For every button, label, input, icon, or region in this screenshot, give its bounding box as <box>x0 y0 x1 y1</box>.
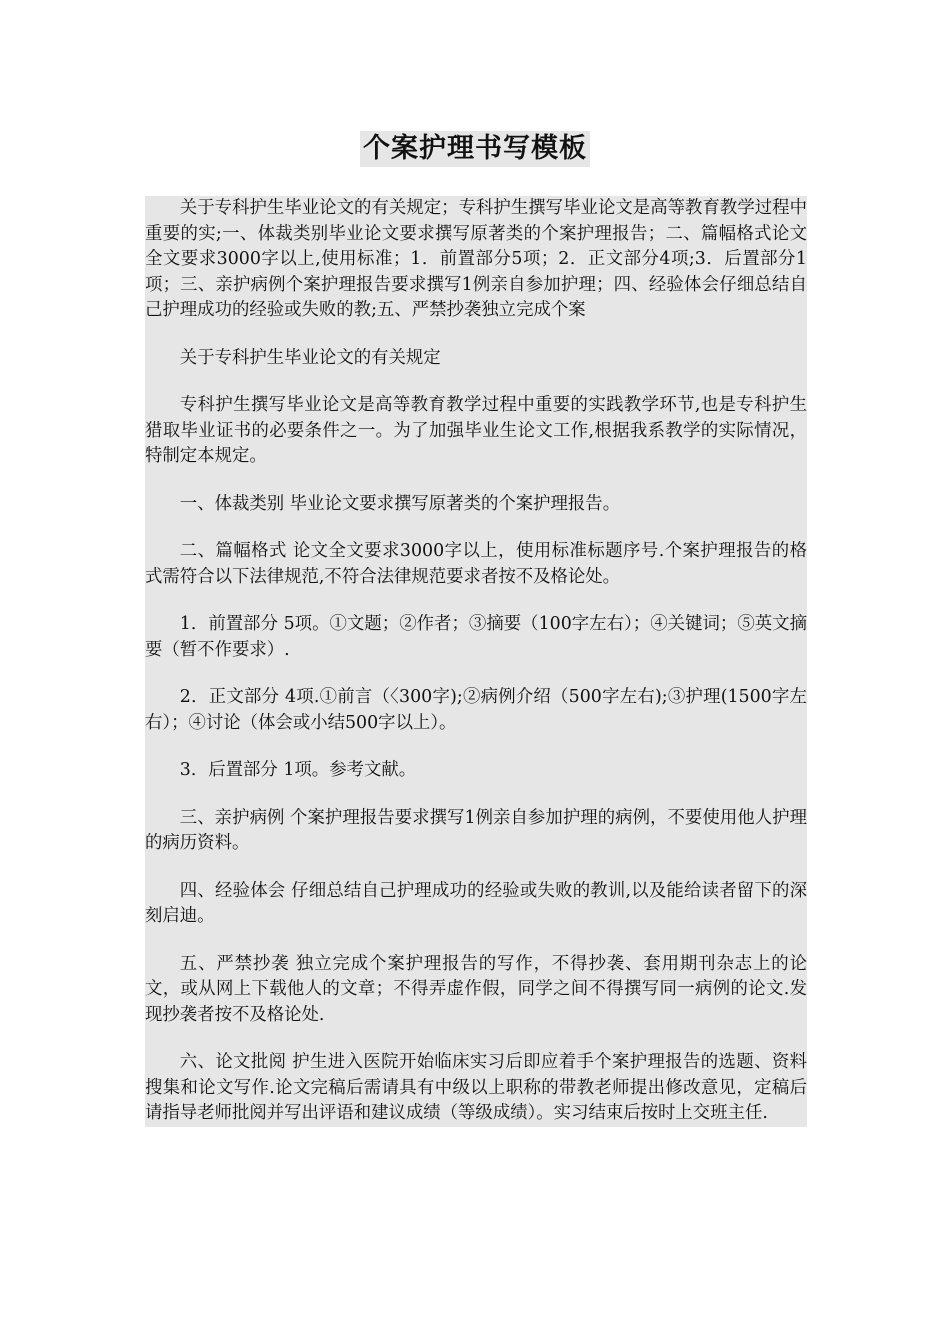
intro-paragraph: 专科护生撰写毕业论文是高等教育教学过程中重要的实践教学环节,也是专科护生猎取毕业证书的必要条件之一。为了加强毕业生论文工作,根据我系教学的实际情况，特制定本规定。 <box>145 395 807 466</box>
rule-review: 六、论文批阅 护生进入医院开始临床实习后即应着手个案护理报告的选题、资料搜集和论文写作.论文完稿后需请具有中级以上职称的带教老师提出修改意见，定稿后请指导老师批阅并写出评语和建议成绩（等级成绩）。实习结束后按时上交班主任. <box>145 1052 807 1123</box>
document-title: 个案护理书写模板 <box>360 131 590 167</box>
title-wrap <box>0 131 950 167</box>
rule-experience: 四、经验体会 仔细总结自己护理成功的经验或失败的教训,以及能给读者留下的深刻启迪。 <box>145 880 807 926</box>
rule-genre: 一、体裁类别 毕业论文要求撰写原著类的个案护理报告。 <box>179 493 621 514</box>
rule-main-body: 2．正文部分 4项.①前言（〈300字);②病例介绍（500字左右);③护理(1500字左右）；④讨论（体会或小结500字以上）。 <box>145 687 807 733</box>
rule-front-matter: 1．前置部分 5项。①文题；②作者；③摘要（100字左右）；④关键词；⑤英文摘要（暂不作要求）. <box>145 614 807 660</box>
rule-back-matter: 3．后置部分 1项。参考文献。 <box>179 760 417 780</box>
section-heading: 关于专科护生毕业论文的有关规定 <box>179 347 441 368</box>
document-body <box>145 196 807 1127</box>
summary-paragraph: 关于专科护生毕业论文的有关规定；专科护生撰写毕业论文是高等教育教学过程中重要的实;一、体裁类别毕业论文要求撰写原著类的个案护理报告；二、篇幅格式论文全文要求3000字以上,使用标准；1．前置部分5项；2．正文部分4项;3．后置部分1项；三、亲护病例个案护理报告要求撰写1例亲自参加护理；四、经验体会仔细总结自己护理成功的经验或失败的教;五、严禁抄袭独立完成个案 <box>145 198 807 320</box>
rule-format: 二、篇幅格式 论文全文要求3000字以上，使用标准标题序号.个案护理报告的格式需符合以下法律规范,不符合法律规范要求者按不及格论处。 <box>145 541 807 587</box>
rule-case: 三、亲护病例 个案护理报告要求撰写1例亲自参加护理的病例，不要使用他人护理的病历资料。 <box>145 807 807 853</box>
rule-plagiarism: 五、严禁抄袭 独立完成个案护理报告的写作，不得抄袭、套用期刊杂志上的论文，或从网上下载他人的文章；不得弄虚作假，同学之间不得撰写同一病例的论文.发现抄袭者按不及格论处. <box>145 953 807 1025</box>
